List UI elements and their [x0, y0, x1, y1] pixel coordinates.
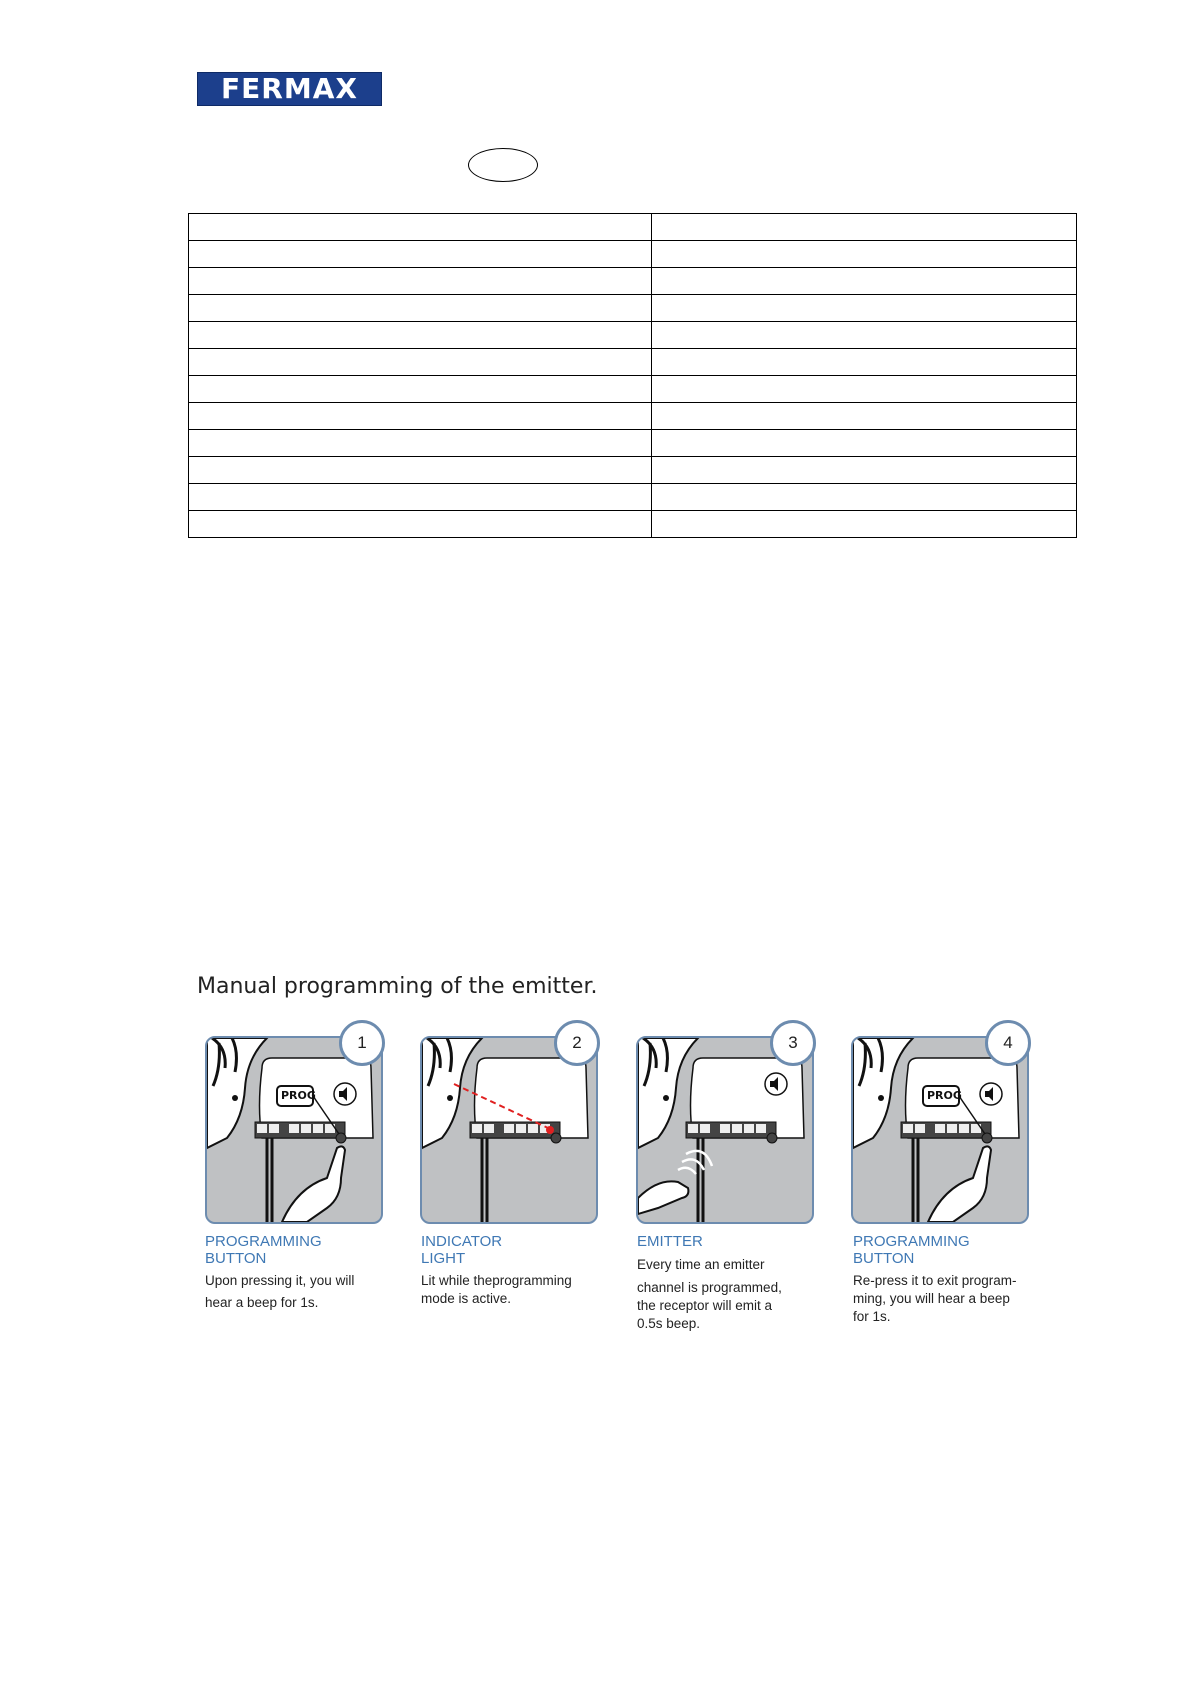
- table-row: [189, 322, 1077, 349]
- step-3-description: [637, 1254, 827, 1333]
- table-row: [189, 457, 1077, 484]
- prog-label: PROG: [927, 1089, 962, 1102]
- step-1-illustration: [205, 1033, 381, 1222]
- caption-text-line: hear a beep for 1s.: [205, 1295, 319, 1310]
- table-cell: [652, 457, 1077, 484]
- step-number-badge: [770, 1020, 816, 1066]
- table-cell: [189, 376, 652, 403]
- table-cell: [652, 376, 1077, 403]
- language-oval: [468, 148, 538, 182]
- table-cell: [189, 349, 652, 376]
- table-cell: [189, 484, 652, 511]
- caption-text-line: channel is programmed,: [637, 1280, 782, 1295]
- caption-title-line: PROGRAMMING: [205, 1233, 322, 1250]
- table-cell: [652, 484, 1077, 511]
- device-drawing: [638, 1038, 812, 1222]
- fermax-logo: [197, 72, 382, 106]
- table-cell: [652, 322, 1077, 349]
- step-3-illustration: [636, 1033, 812, 1222]
- step-2-illustration: [420, 1033, 596, 1222]
- caption-text-line: Lit while theprogramming: [421, 1273, 572, 1288]
- device-drawing: [422, 1038, 596, 1222]
- table-cell: [652, 295, 1077, 322]
- logo-text: FERMAX: [221, 72, 358, 105]
- table-row: [189, 349, 1077, 376]
- table-cell: [189, 511, 652, 538]
- table-cell: [189, 403, 652, 430]
- device-drawing: [207, 1038, 381, 1222]
- table-cell: [652, 403, 1077, 430]
- step-number-badge: [985, 1020, 1031, 1066]
- caption-title-line: LIGHT: [421, 1250, 466, 1267]
- step-number: 4: [1003, 1033, 1013, 1052]
- caption-title-line: EMITTER: [637, 1233, 703, 1250]
- step-2-description: [421, 1272, 611, 1308]
- table-cell: [189, 322, 652, 349]
- table-row: [189, 214, 1077, 241]
- table-cell: [652, 349, 1077, 376]
- caption-text-line: 0.5s beep.: [637, 1316, 701, 1331]
- table-cell: [652, 430, 1077, 457]
- step-number-badge: [339, 1020, 385, 1066]
- table-row: [189, 376, 1077, 403]
- table-row: [189, 295, 1077, 322]
- caption-text-line: Upon pressing it, you will: [205, 1273, 355, 1288]
- table-cell: [652, 511, 1077, 538]
- caption-text-line: ming, you will hear a beep: [853, 1291, 1010, 1306]
- table-cell: [189, 430, 652, 457]
- caption-title-line: BUTTON: [853, 1250, 915, 1267]
- step-3-title: [637, 1233, 827, 1250]
- step-4-description: [853, 1272, 1043, 1326]
- step-number: 3: [788, 1033, 798, 1052]
- table-row: [189, 511, 1077, 538]
- step-2-title: [421, 1233, 611, 1267]
- step-number: 2: [572, 1033, 582, 1052]
- device-drawing: [853, 1038, 1027, 1222]
- table-row: [189, 268, 1077, 295]
- spec-table: [188, 213, 1077, 538]
- step-number-badge: [554, 1020, 600, 1066]
- caption-text-line: for 1s.: [853, 1309, 891, 1324]
- caption-text-line: Every time an emitter: [637, 1257, 765, 1272]
- table-cell: [189, 268, 652, 295]
- caption-text-line: the receptor will emit a: [637, 1298, 773, 1313]
- section-title: Manual programming of the emitter.: [197, 974, 598, 999]
- table-row: [189, 430, 1077, 457]
- table-cell: [652, 214, 1077, 241]
- step-4-title: [853, 1233, 1043, 1267]
- caption-title-line: INDICATOR: [421, 1233, 503, 1250]
- caption-text-line: Re-press it to exit program-: [853, 1273, 1017, 1288]
- table-cell: [189, 241, 652, 268]
- table-cell: [189, 457, 652, 484]
- caption-title-line: BUTTON: [205, 1250, 267, 1267]
- table-row: [189, 241, 1077, 268]
- caption-title-line: PROGRAMMING: [853, 1233, 970, 1250]
- table-cell: [652, 268, 1077, 295]
- step-4-illustration: [851, 1033, 1027, 1222]
- step-number: 1: [357, 1033, 367, 1052]
- caption-text-line: mode is active.: [421, 1291, 512, 1306]
- table-cell: [189, 214, 652, 241]
- table-cell: [189, 295, 652, 322]
- step-1-title: [205, 1233, 395, 1267]
- table-row: [189, 403, 1077, 430]
- table-row: [189, 484, 1077, 511]
- prog-label: PROG: [281, 1089, 316, 1102]
- step-1-description: [205, 1270, 395, 1314]
- table-cell: [652, 241, 1077, 268]
